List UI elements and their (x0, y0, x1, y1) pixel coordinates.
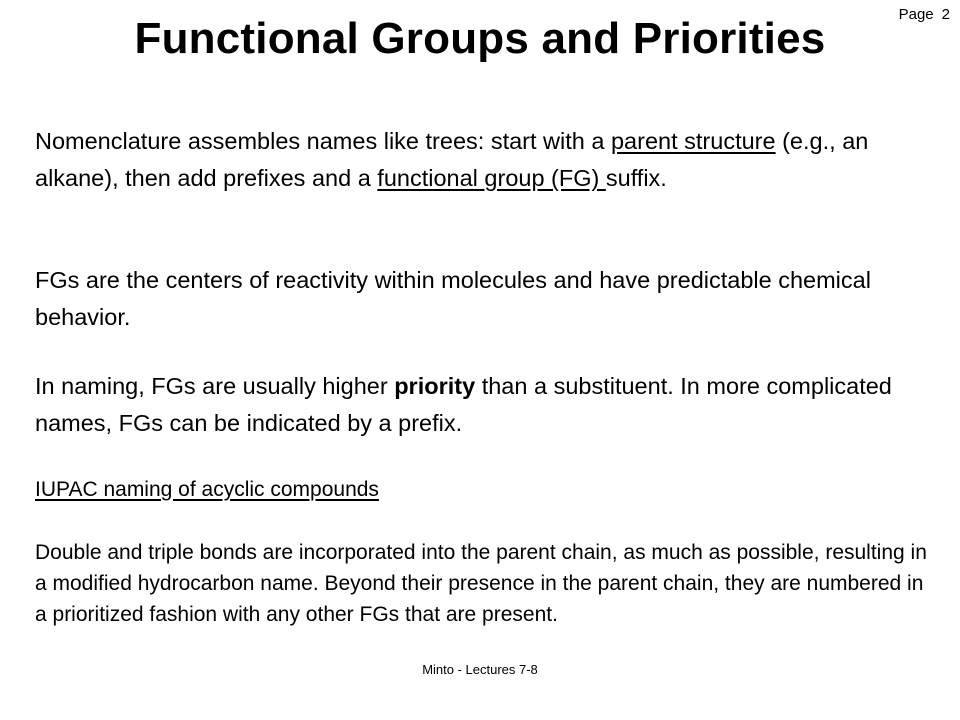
paragraph-priority (35, 368, 935, 442)
paragraph-nomenclature (35, 123, 935, 197)
paragraph-reactivity: FGs are the centers of reactivity within molecules and have predictable chemical behavior. (35, 267, 871, 330)
term-parent-structure: parent structure (610, 128, 776, 154)
paragraph-bonds: Double and triple bonds are incorporated into the parent chain, as much as possible, resulting in a modified hydrocarbon name. Beyond their presence in the parent chain, they are numbered in a prioritized fashion with any other FGs that are present. (35, 541, 927, 626)
paragraph-3-text-2: than a substituent. In more complicated names, FGs can be indicated by a prefix. (35, 373, 892, 436)
paragraph-1-text-2: (e.g., an alkane), then add prefixes and a (35, 128, 869, 191)
term-functional-group: functional group (FG) (377, 165, 606, 191)
footer-credit: Minto - Lectures 7-8 (422, 662, 538, 677)
paragraph-1-text-3: suffix. (605, 165, 667, 191)
slide-title: Functional Groups and Priorities (134, 14, 826, 63)
paragraph-3-text-1: In naming, FGs are usually higher (35, 373, 395, 399)
page-number: 2 (941, 6, 950, 23)
section-heading-iupac: IUPAC naming of acyclic compounds (35, 478, 379, 501)
page-label: Page (898, 6, 934, 23)
paragraph-1-text-1: Nomenclature assembles names like trees: start with a (35, 128, 611, 154)
term-priority: priority (394, 373, 476, 399)
